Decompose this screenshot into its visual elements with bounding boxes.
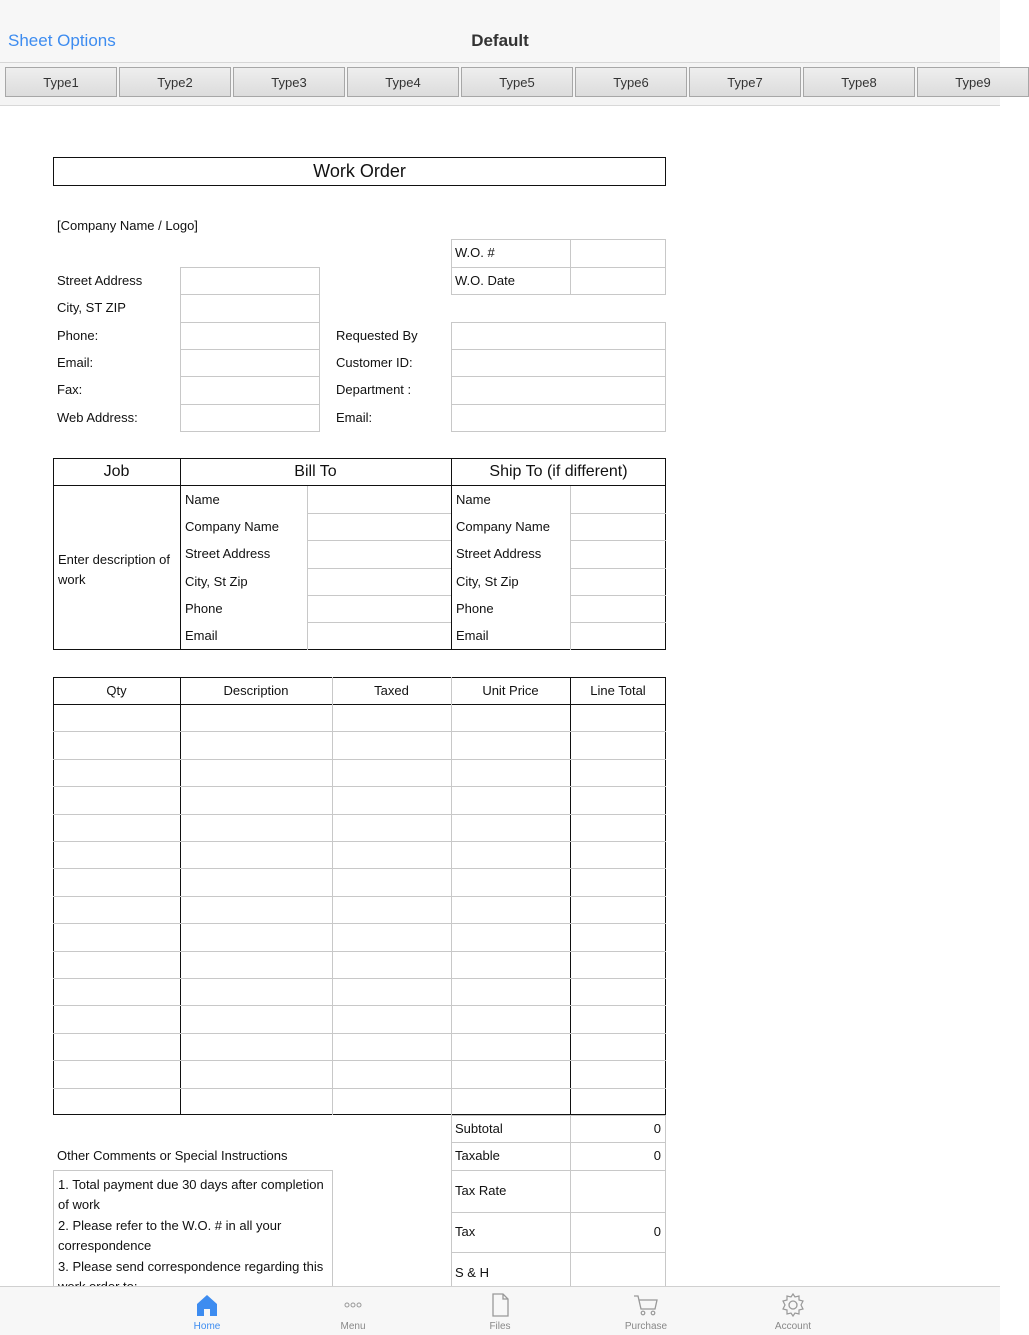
- line-item-cell[interactable]: [181, 1034, 331, 1059]
- line-item-cell[interactable]: [54, 760, 179, 785]
- qty-header[interactable]: Qty: [106, 683, 127, 698]
- subtotal-value[interactable]: 0: [653, 1121, 661, 1136]
- line-item-cell[interactable]: [181, 1089, 331, 1114]
- line-item-cell[interactable]: [54, 924, 179, 949]
- line-item-cell[interactable]: [452, 842, 569, 867]
- email-label[interactable]: Email:: [57, 355, 94, 370]
- tax-label[interactable]: Tax: [455, 1224, 476, 1239]
- taxed-header[interactable]: Taxed: [374, 683, 409, 698]
- bill-company-label[interactable]: Company Name: [185, 519, 279, 534]
- line-item-cell[interactable]: [54, 787, 179, 812]
- line-item-cell[interactable]: [333, 760, 450, 785]
- tab-menu[interactable]: [293, 1287, 413, 1335]
- phone-label[interactable]: Phone:: [57, 328, 99, 343]
- ship-name-label[interactable]: Name: [456, 492, 491, 507]
- line-item-cell[interactable]: [54, 1034, 179, 1059]
- customer-id-label[interactable]: Customer ID:: [336, 355, 413, 370]
- line-item-cell[interactable]: [452, 1089, 569, 1114]
- line-item-cell[interactable]: [333, 732, 450, 757]
- line-item-cell[interactable]: [181, 787, 331, 812]
- line-item-cell[interactable]: [571, 760, 665, 785]
- line-item-cell[interactable]: [571, 1034, 665, 1059]
- job-header[interactable]: Job: [103, 463, 130, 480]
- line-item-cell[interactable]: [333, 1089, 450, 1114]
- line-item-cell[interactable]: [333, 979, 450, 1004]
- line-item-cell[interactable]: [333, 1006, 450, 1031]
- line-total-header[interactable]: Line Total: [590, 683, 646, 698]
- fax-label[interactable]: Fax:: [57, 382, 83, 397]
- line-item-cell[interactable]: [54, 732, 179, 757]
- cart-icon: [633, 1292, 659, 1318]
- description-header[interactable]: Description: [223, 683, 289, 698]
- line-item-cell[interactable]: [181, 952, 331, 977]
- line-item-cell[interactable]: [452, 1006, 569, 1031]
- comment-line-2[interactable]: 2. Please refer to the W.O. # in all your correspondence: [58, 1218, 282, 1253]
- line-item-cell[interactable]: [333, 1061, 450, 1086]
- tax-rate-field[interactable]: [571, 1171, 665, 1211]
- tab-menu-label: Menu: [340, 1321, 366, 1332]
- type4-button[interactable]: Type4: [347, 67, 459, 97]
- comment-line-3[interactable]: 3. Please send correspondence regarding this: [58, 1259, 324, 1274]
- line-item-cell[interactable]: [54, 1006, 179, 1031]
- line-item-cell[interactable]: [452, 952, 569, 977]
- more-icon: [340, 1292, 366, 1318]
- line-item-cell[interactable]: [54, 1089, 179, 1114]
- tab-purchase[interactable]: [586, 1287, 706, 1335]
- ship-email-label[interactable]: Email: [456, 628, 489, 643]
- type-selector-bar: [0, 63, 1000, 106]
- home-icon: [194, 1292, 220, 1318]
- line-item-cell[interactable]: [181, 732, 331, 757]
- line-item-cell[interactable]: [333, 897, 450, 922]
- tab-home[interactable]: [147, 1287, 267, 1335]
- line-item-cell[interactable]: [571, 869, 665, 894]
- comment-line-1[interactable]: 1. Total payment due 30 days after completion of work: [58, 1177, 324, 1212]
- type9-button[interactable]: Type9: [917, 67, 1029, 97]
- requested-by-label[interactable]: Requested By: [336, 328, 418, 343]
- bill-phone-label[interactable]: Phone: [185, 601, 223, 616]
- bill-to-header[interactable]: Bill To: [294, 463, 337, 480]
- type6-button[interactable]: Type6: [575, 67, 687, 97]
- line-item-cell[interactable]: [333, 842, 450, 867]
- line-item-cell[interactable]: [54, 897, 179, 922]
- bill-city-label[interactable]: City, St Zip: [185, 574, 248, 589]
- line-item-cell[interactable]: [333, 1034, 450, 1059]
- navigation-bar: [0, 0, 1000, 63]
- wo-number-field[interactable]: [571, 240, 665, 266]
- sheet-options-button[interactable]: Sheet Options: [8, 31, 116, 50]
- ship-city-label[interactable]: City, St Zip: [456, 574, 519, 589]
- line-item-cell[interactable]: [452, 869, 569, 894]
- line-item-cell[interactable]: [181, 842, 331, 867]
- line-item-cell[interactable]: [452, 924, 569, 949]
- line-item-cell[interactable]: [181, 924, 331, 949]
- line-item-cell[interactable]: [54, 1061, 179, 1086]
- line-item-cell[interactable]: [571, 924, 665, 949]
- line-item-cell[interactable]: [181, 897, 331, 922]
- line-item-cell[interactable]: [333, 787, 450, 812]
- customer-email-label[interactable]: Email:: [336, 410, 373, 425]
- line-item-cell[interactable]: [333, 815, 450, 840]
- ship-to-header[interactable]: Ship To (if different): [489, 463, 628, 480]
- ship-street-label[interactable]: Street Address: [456, 546, 542, 561]
- line-item-cell[interactable]: [181, 1006, 331, 1031]
- shipping-label[interactable]: S & H: [455, 1265, 489, 1280]
- line-item-cell[interactable]: [571, 705, 665, 730]
- line-item-cell[interactable]: [571, 1089, 665, 1114]
- line-item-cell[interactable]: [452, 897, 569, 922]
- line-item-cell[interactable]: [452, 787, 569, 812]
- line-item-cell[interactable]: [181, 705, 331, 730]
- type8-button[interactable]: Type8: [803, 67, 915, 97]
- tab-files-label: Files: [489, 1321, 511, 1332]
- wo-number-label[interactable]: W.O. #: [455, 245, 495, 260]
- line-item-cell[interactable]: [54, 842, 179, 867]
- ship-phone-label[interactable]: Phone: [456, 601, 494, 616]
- line-item-cell[interactable]: [333, 924, 450, 949]
- job-description[interactable]: Enter description of work: [58, 552, 171, 587]
- web-address-label[interactable]: Web Address:: [57, 410, 138, 425]
- tax-value[interactable]: 0: [653, 1224, 661, 1239]
- line-item-cell[interactable]: [452, 732, 569, 757]
- line-item-cell[interactable]: [571, 952, 665, 977]
- taxable-value[interactable]: 0: [653, 1148, 661, 1163]
- line-item-cell[interactable]: [571, 787, 665, 812]
- type2-button[interactable]: Type2: [119, 67, 231, 97]
- line-item-cell[interactable]: [571, 1061, 665, 1086]
- subtotal-label[interactable]: Subtotal: [455, 1121, 503, 1136]
- comments-label[interactable]: Other Comments or Special Instructions: [57, 1148, 288, 1163]
- request-info-fields[interactable]: [451, 322, 666, 432]
- line-item-cell[interactable]: [181, 815, 331, 840]
- tax-rate-label[interactable]: Tax Rate: [455, 1183, 507, 1198]
- line-item-cell[interactable]: [54, 869, 179, 894]
- file-icon: [487, 1292, 513, 1318]
- wo-date-field[interactable]: [571, 268, 665, 294]
- type3-button[interactable]: Type3: [233, 67, 345, 97]
- city-label[interactable]: City, ST ZIP: [57, 300, 126, 315]
- tab-files[interactable]: [440, 1287, 560, 1335]
- ship-company-label[interactable]: Company Name: [456, 519, 550, 534]
- company-name-cell[interactable]: [Company Name / Logo]: [57, 218, 198, 233]
- line-item-cell[interactable]: [181, 1061, 331, 1086]
- street-address-label[interactable]: Street Address: [57, 273, 143, 288]
- line-item-cell[interactable]: [452, 1061, 569, 1086]
- line-item-cell[interactable]: [452, 705, 569, 730]
- line-item-cell[interactable]: [571, 815, 665, 840]
- taxable-label[interactable]: Taxable: [455, 1148, 500, 1163]
- line-item-cell[interactable]: [571, 979, 665, 1004]
- bill-name-label[interactable]: Name: [185, 492, 220, 507]
- type1-button[interactable]: Type1: [5, 67, 117, 97]
- line-item-cell[interactable]: [181, 760, 331, 785]
- line-item-cell[interactable]: [333, 705, 450, 730]
- type7-button[interactable]: Type7: [689, 67, 801, 97]
- page-title: Default: [471, 31, 529, 50]
- bill-street-label[interactable]: Street Address: [185, 546, 271, 561]
- line-item-cell[interactable]: [571, 842, 665, 867]
- line-item-cell[interactable]: [333, 952, 450, 977]
- line-item-cell[interactable]: [333, 869, 450, 894]
- tab-home-label: Home: [193, 1321, 221, 1332]
- line-item-cell[interactable]: [452, 979, 569, 1004]
- line-item-cell[interactable]: [54, 815, 179, 840]
- department-label[interactable]: Department :: [336, 382, 412, 397]
- line-item-cell[interactable]: [571, 1006, 665, 1031]
- line-item-cell[interactable]: [54, 952, 179, 977]
- tab-account[interactable]: [733, 1287, 853, 1335]
- tab-account-label: Account: [774, 1321, 812, 1332]
- line-item-cell[interactable]: [452, 1034, 569, 1059]
- gear-icon: [780, 1292, 806, 1318]
- work-order-title[interactable]: Work Order: [53, 157, 666, 186]
- line-item-cell[interactable]: [181, 979, 331, 1004]
- line-item-cell[interactable]: [54, 705, 179, 730]
- tab-bar: [0, 1286, 1000, 1335]
- tab-purchase-label: Purchase: [624, 1321, 668, 1332]
- type5-button[interactable]: Type5: [461, 67, 573, 97]
- line-item-cell[interactable]: [54, 979, 179, 1004]
- line-item-cell[interactable]: [571, 897, 665, 922]
- wo-date-label[interactable]: W.O. Date: [455, 273, 515, 288]
- line-item-cell[interactable]: [571, 732, 665, 757]
- line-item-cell[interactable]: [181, 869, 331, 894]
- spreadsheet[interactable]: [0, 106, 1000, 1286]
- unit-price-header[interactable]: Unit Price: [482, 683, 539, 698]
- bill-email-label[interactable]: Email: [185, 628, 218, 643]
- line-item-cell[interactable]: [452, 815, 569, 840]
- line-item-cell[interactable]: [452, 760, 569, 785]
